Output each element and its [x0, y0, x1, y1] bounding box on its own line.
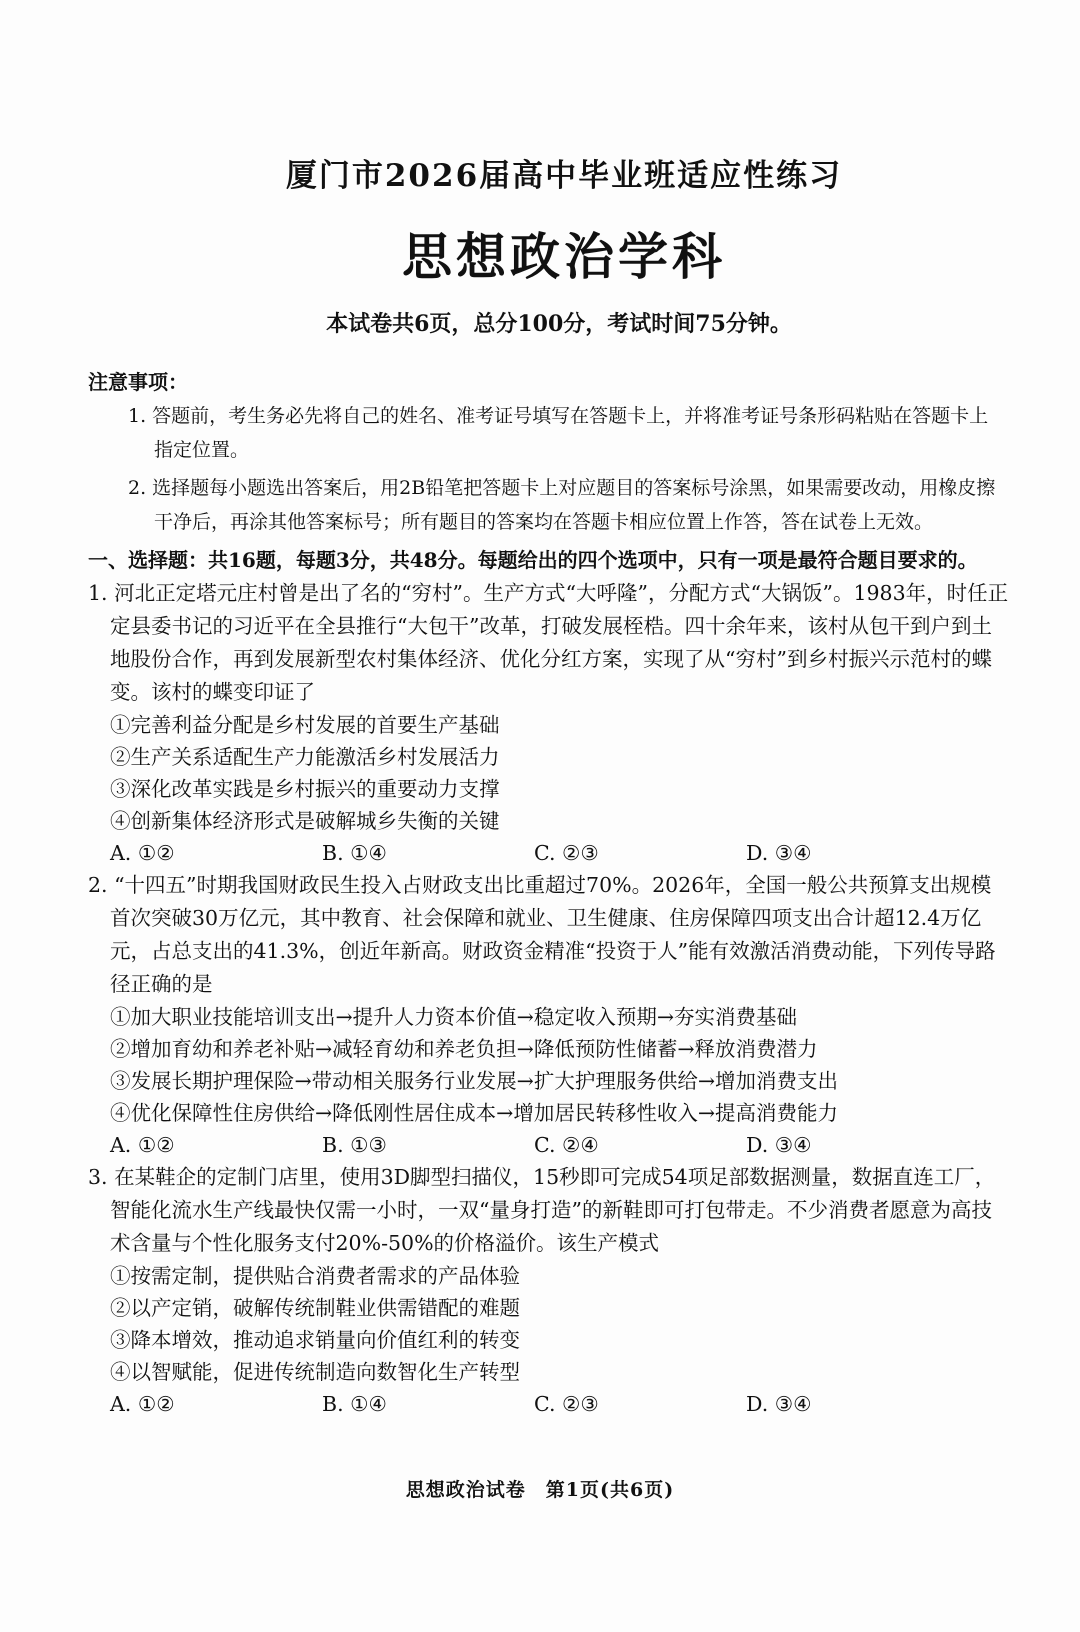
answer-choices	[88, 837, 1010, 869]
page-footer: 思想政治试卷 第1页(共6页)	[405, 1479, 675, 1501]
question-option: ①按需定制，提供贴合消费者需求的产品体验	[110, 1264, 520, 1288]
question-option: ②增加育幼和养老补贴→减轻育幼和养老负担→降低预防性储蓄→释放消费潜力	[110, 1037, 818, 1061]
question-option: ②生产关系适配生产力能激活乡村发展活力	[110, 745, 500, 769]
question-option: ③深化改革实践是乡村振兴的重要动力支撑	[110, 777, 500, 801]
choice-b: B. ①④	[322, 1392, 387, 1416]
question-stem: 3. 在某鞋企的定制门店里，使用3D脚型扫描仪，15秒即可完成54项足部数据测量，数据直连工厂，智能化流水生产线最快仅需一小时，一双“量身打造”的新鞋即可打包带走。不少消费者愿意为高技术含量与个性化服务支付20%-50%的价格溢价。该生产模式	[88, 1165, 996, 1255]
answer-choices	[88, 1388, 1010, 1420]
question-option: ④以智赋能，促进传统制造向数智化生产转型	[110, 1360, 520, 1384]
choice-a: A. ①②	[110, 1133, 175, 1157]
choice-d: D. ③④	[746, 1392, 812, 1416]
exam-info: 本试卷共6页，总分100分，考试时间75分钟。	[326, 311, 792, 337]
question-option: ①完善利益分配是乡村发展的首要生产基础	[110, 713, 500, 737]
notice-item: 2. 选择题每小题选出答案后，用2B铅笔把答题卡上对应题目的答案标号涂黑，如果需要改动，用橡皮擦干净后，再涂其他答案标号；所有题目的答案均在答题卡相应位置上作答，答在试卷上无效。	[128, 477, 996, 533]
question-3	[88, 1161, 1010, 1420]
choice-b: B. ①④	[322, 841, 387, 865]
notice-item: 1. 答题前，考生务必先将自己的姓名、准考证号填写在答题卡上，并将准考证号条形码粘贴在答题卡上指定位置。	[128, 405, 989, 461]
question-option: ①加大职业技能培训支出→提升人力资本价值→稳定收入预期→夯实消费基础	[110, 1005, 798, 1029]
choice-b: B. ①③	[322, 1133, 387, 1157]
question-stem: 2. “十四五”时期我国财政民生投入占财政支出比重超过70%。2026年，全国一般公共预算支出规模首次突破30万亿元，其中教育、社会保障和就业、卫生健康、住房保障四项支出合计超12.4万亿元，占总支出的41.3%，创近年新高。财政资金精准“投资于人”能有效激活消费动能，下列传导路径正确的是	[88, 873, 996, 996]
notice-heading: 注意事项：	[88, 370, 188, 394]
choice-d: D. ③④	[746, 1133, 812, 1157]
choice-c: C. ②④	[534, 1133, 599, 1157]
answer-choices	[88, 1129, 1010, 1161]
question-2	[88, 869, 1010, 1161]
section-heading: 一、选择题：共16题，每题3分，共48分。每题给出的四个选项中，只有一项是最符合题目要求的。	[88, 548, 978, 572]
exam-title: 厦门市2026届高中毕业班适应性练习	[285, 158, 843, 194]
question-option: ④优化保障性住房供给→降低刚性居住成本→增加居民转移性收入→提高消费能力	[110, 1101, 839, 1125]
question-1	[88, 577, 1010, 869]
choice-a: A. ①②	[110, 1392, 175, 1416]
question-option: ②以产定销，破解传统制鞋业供需错配的难题	[110, 1296, 520, 1320]
question-option: ③发展长期护理保险→带动相关服务行业发展→扩大护理服务供给→增加消费支出	[110, 1069, 839, 1093]
question-option: ④创新集体经济形式是破解城乡失衡的关键	[110, 809, 500, 833]
question-stem: 1. 河北正定塔元庄村曾是出了名的“穷村”。生产方式“大呼隆”，分配方式“大锅饭”。1983年，时任正定县委书记的习近平在全县推行“大包干”改革，打破发展桎梏。四十余年来，该村从包干到户到土地股份合作，再到发展新型农村集体经济、优化分红方案，实现了从“穷村”到乡村振兴示范村的蝶变。该村的蝶变印证了	[88, 581, 1009, 704]
choice-c: C. ②③	[534, 1392, 599, 1416]
choice-c: C. ②③	[534, 841, 599, 865]
subject-title: 思想政治学科	[402, 227, 726, 286]
choice-d: D. ③④	[746, 841, 812, 865]
choice-a: A. ①②	[110, 841, 175, 865]
question-option: ③降本增效，推动追求销量向价值红利的转变	[110, 1328, 520, 1352]
